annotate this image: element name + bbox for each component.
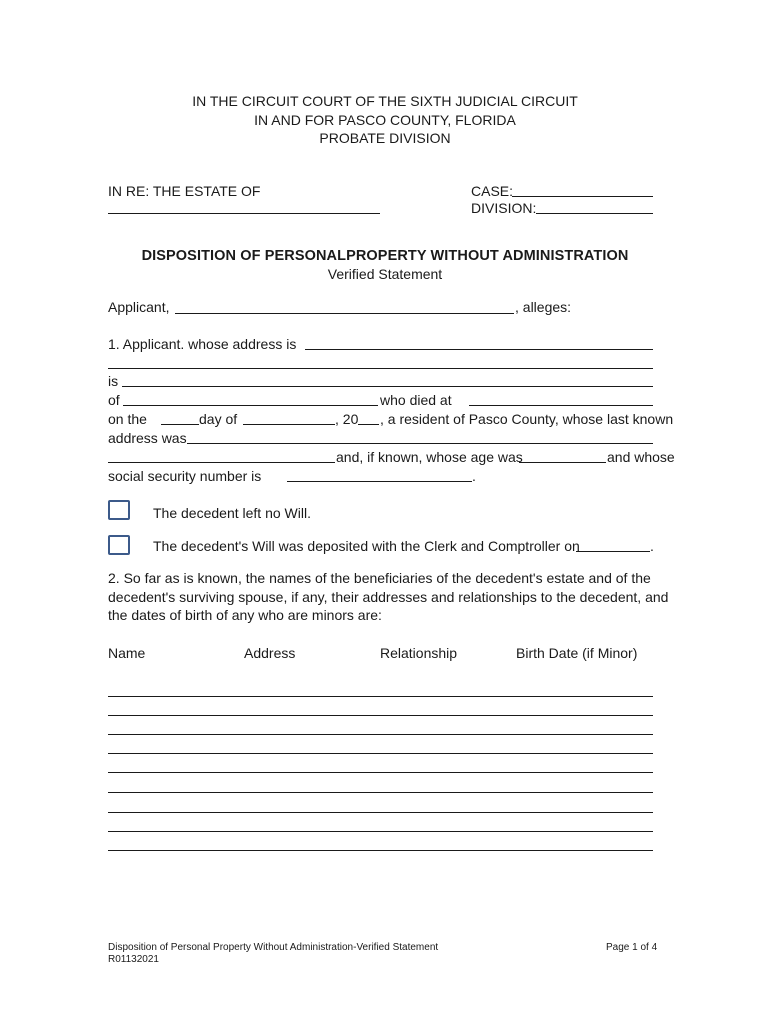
address-was-label: address was	[108, 430, 187, 446]
beneficiary-line[interactable]	[108, 715, 653, 716]
applicant-address-line2[interactable]	[108, 368, 653, 369]
beneficiary-line[interactable]	[108, 792, 653, 793]
resident-text: , a resident of Pasco County, whose last known	[380, 411, 674, 427]
beneficiary-line[interactable]	[108, 812, 653, 813]
division-label: DIVISION:	[471, 200, 537, 216]
will-deposited-period: .	[650, 538, 654, 554]
court-header-line3: PROBATE DIVISION	[319, 130, 451, 146]
no-will-checkbox[interactable]	[108, 500, 130, 520]
year-prefix: , 20	[335, 411, 359, 427]
applicant-suffix: , alleges:	[515, 299, 572, 315]
decedent-name-field[interactable]	[123, 405, 378, 406]
beneficiary-line[interactable]	[108, 734, 653, 735]
column-header-birth-date: Birth Date (if Minor)	[516, 645, 638, 661]
case-label: CASE:	[471, 183, 514, 199]
in-re-label: IN RE: THE ESTATE OF	[108, 183, 261, 199]
no-will-label: The decedent left no Will.	[153, 505, 311, 521]
applicant-address-field[interactable]	[305, 349, 653, 350]
division-field[interactable]	[536, 213, 653, 214]
beneficiary-line[interactable]	[108, 772, 653, 773]
beneficiary-line[interactable]	[108, 850, 653, 851]
document-subtitle: Verified Statement	[327, 266, 443, 282]
court-header-line1: IN THE CIRCUIT COURT OF THE SIXTH JUDICIAL CIRCUIT	[192, 93, 578, 109]
decedent-age-field[interactable]	[519, 462, 606, 463]
who-died-at-label: who died at	[380, 392, 452, 408]
place-of-death-field[interactable]	[469, 405, 653, 406]
death-day-field[interactable]	[161, 424, 199, 425]
footer-page-number: Page 1 of 4	[606, 942, 658, 953]
will-deposit-date-field[interactable]	[576, 551, 650, 552]
court-header-line2: IN AND FOR PASCO COUNTY, FLORIDA	[254, 112, 516, 128]
column-header-name: Name	[108, 645, 146, 661]
is-label: is	[108, 373, 119, 389]
footer-doc-code: R01132021	[108, 954, 159, 965]
document-title: DISPOSITION OF PERSONALPROPERTY WITHOUT ADMINISTRATION	[141, 248, 629, 264]
death-month-field[interactable]	[243, 424, 335, 425]
estate-name-field[interactable]	[108, 213, 380, 214]
item2-line3: the dates of birth of any who are minors are:	[108, 607, 382, 623]
applicant-name-field[interactable]	[175, 313, 514, 314]
is-field[interactable]	[122, 386, 653, 387]
column-header-address: Address	[244, 645, 296, 661]
decedent-address-field[interactable]	[187, 443, 653, 444]
case-number-field[interactable]	[512, 196, 653, 197]
and-whose-text: and whose	[607, 449, 675, 465]
ssn-label: social security number is	[108, 468, 262, 484]
item1-lead: 1. Applicant. whose address is	[108, 336, 297, 352]
beneficiary-line[interactable]	[108, 753, 653, 754]
beneficiary-line[interactable]	[108, 831, 653, 832]
item2-line2: decedent's surviving spouse, if any, their addresses and relationships to the decedent, and	[108, 589, 669, 605]
column-header-relationship: Relationship	[380, 645, 458, 661]
death-year-field[interactable]	[358, 424, 379, 425]
applicant-label: Applicant,	[108, 299, 170, 315]
beneficiary-line[interactable]	[108, 696, 653, 697]
footer-doc-title: Disposition of Personal Property Without Administration-Verified Statement	[108, 942, 439, 953]
item2-line1: 2. So far as is known, the names of the beneficiaries of the decedent's estate and of the	[108, 570, 651, 586]
day-of-label: day of	[199, 411, 238, 427]
decedent-address-line2[interactable]	[108, 462, 335, 463]
age-text: and, if known, whose age was	[336, 449, 523, 465]
on-the-label: on the	[108, 411, 147, 427]
ssn-period: .	[472, 468, 476, 484]
of-label: of	[108, 392, 120, 408]
ssn-field[interactable]	[287, 481, 472, 482]
will-deposited-checkbox[interactable]	[108, 535, 130, 555]
will-deposited-label: The decedent's Will was deposited with the Clerk and Comptroller on	[153, 538, 580, 554]
